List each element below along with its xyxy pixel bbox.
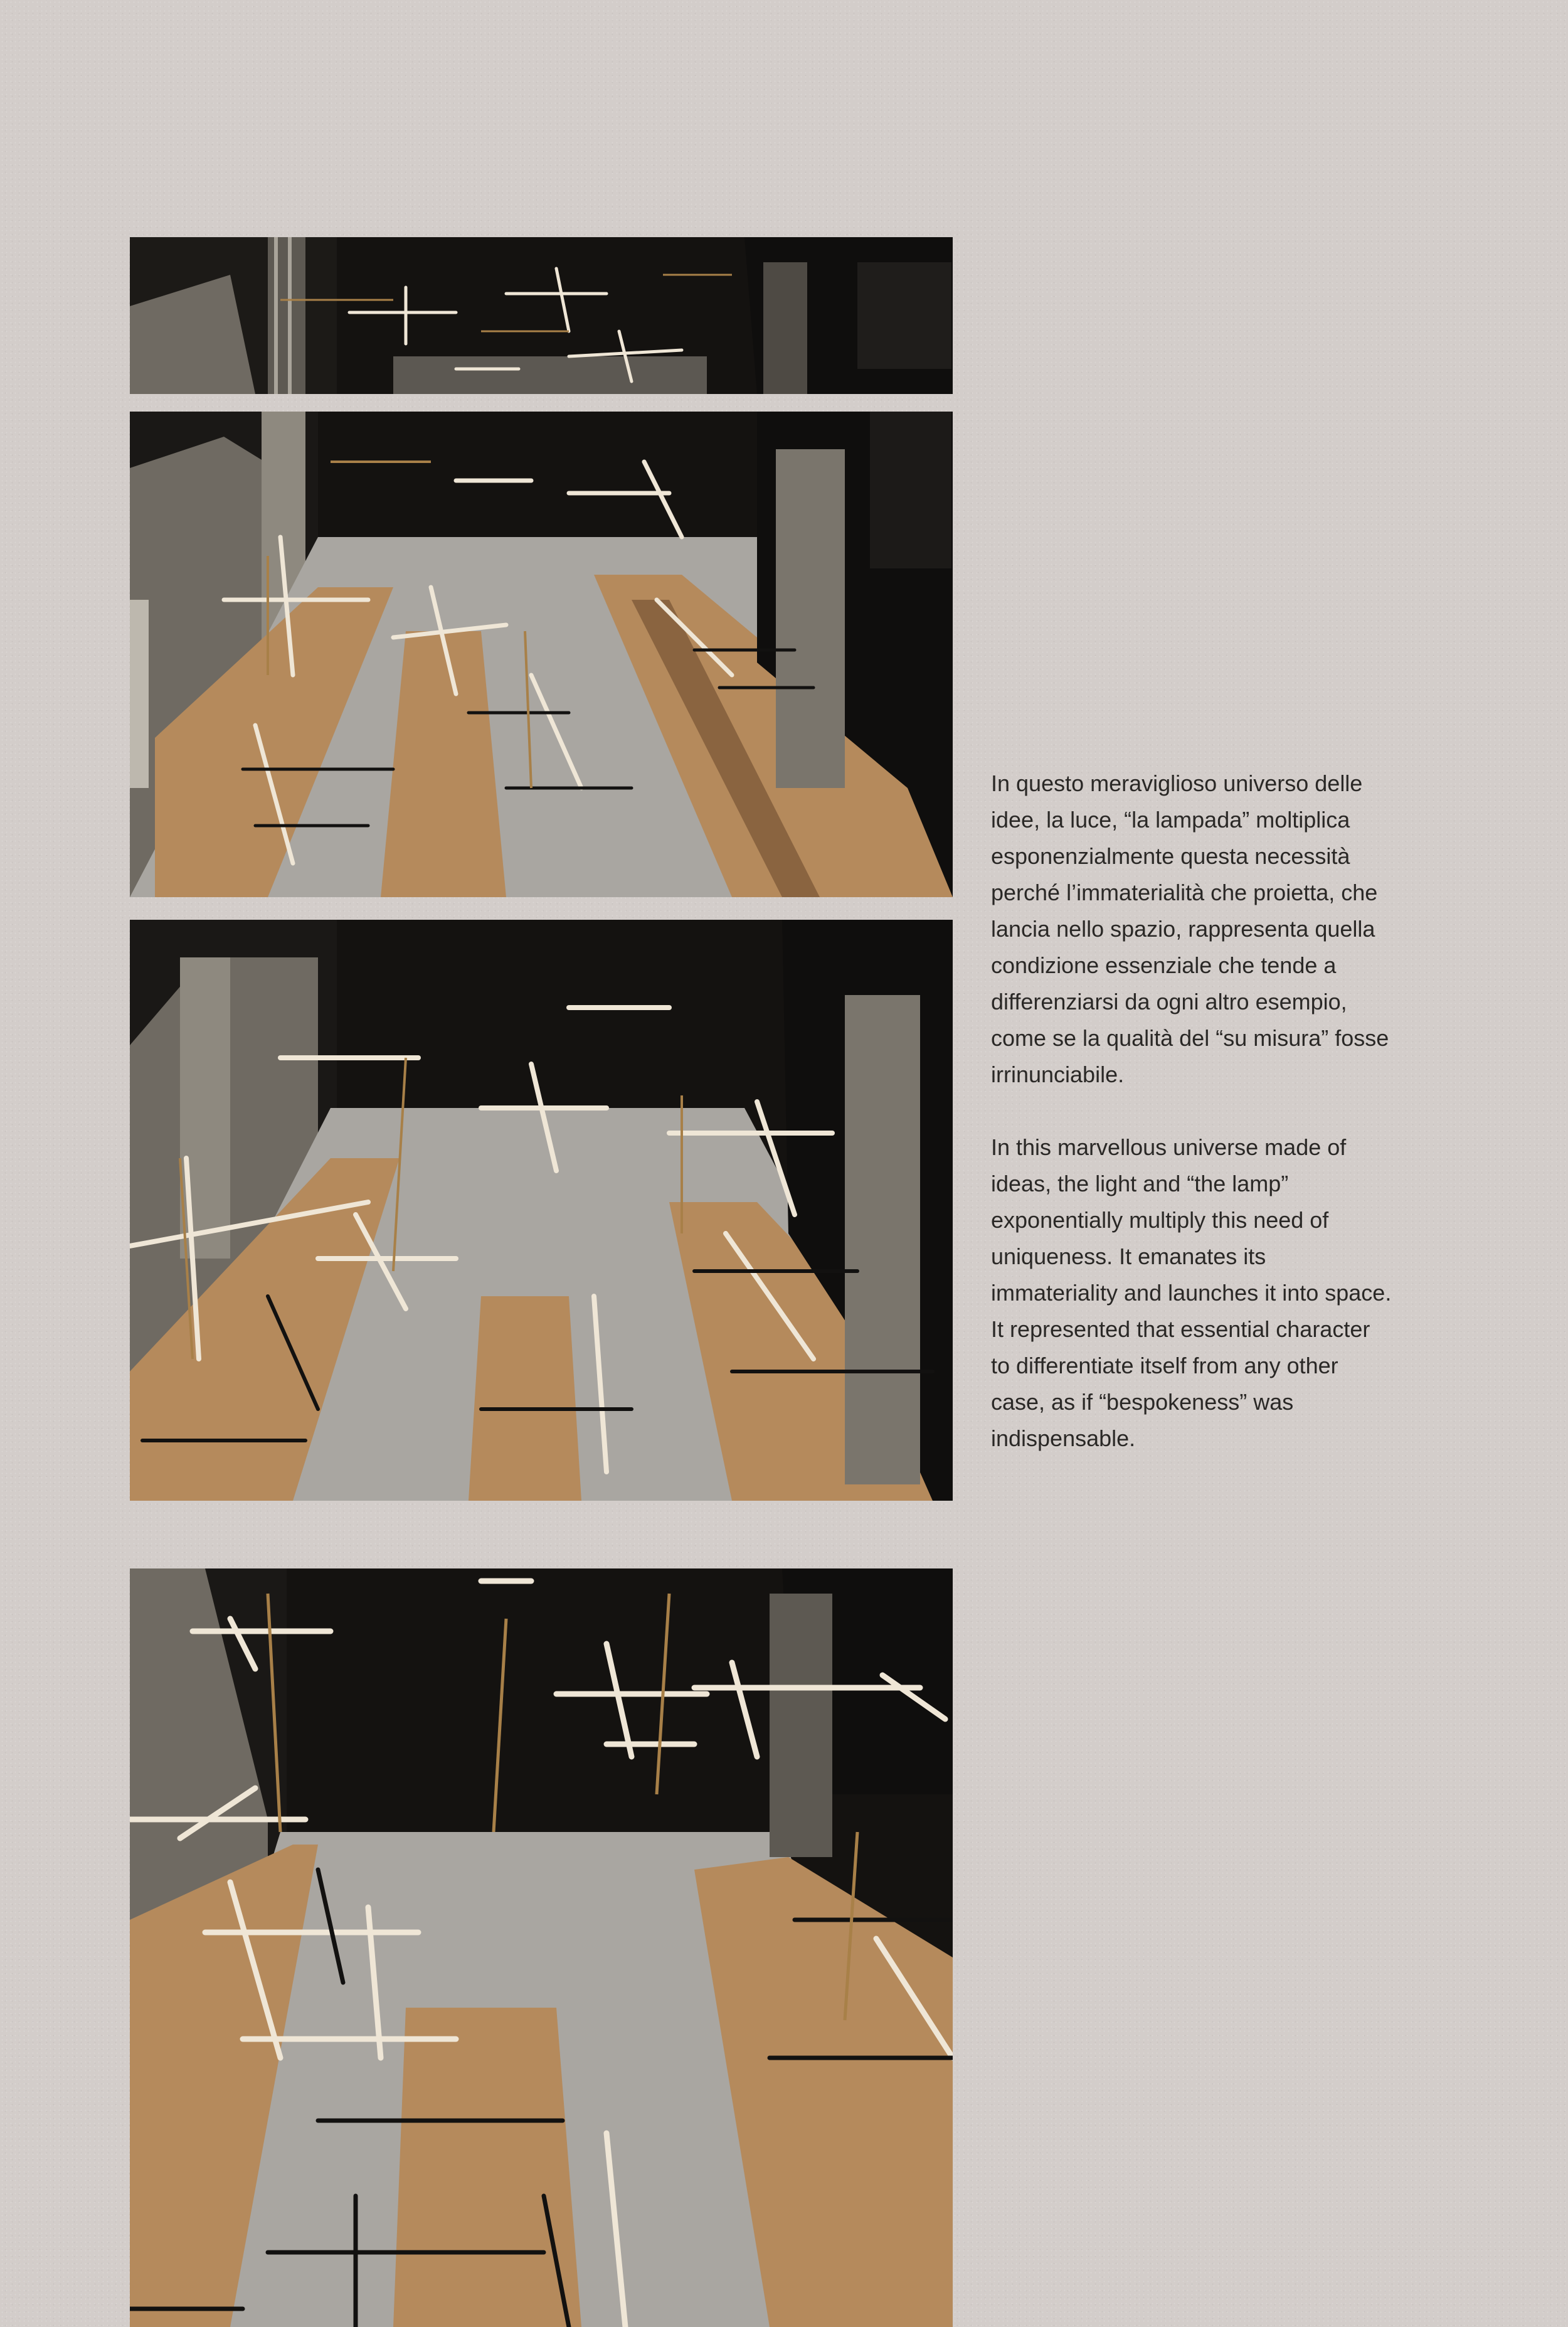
interior-photo-4-image: [130, 1568, 953, 2327]
interior-photo-strip: [130, 237, 953, 394]
italian-paragraph: In questo meraviglioso universo delle idee, la luce, “la lampada” moltiplica esponenzialmente questa necessità perché l’immaterialità che proietta, che lancia nello spazio, rappresenta quella condizione essenziale che tende a differenziarsi da ogni altro esempio, come se la qualità del “su misura” fosse irrinunciabile.: [991, 770, 1389, 1087]
description-text-column: [991, 765, 1392, 1457]
interior-photo: [130, 412, 953, 897]
interior-photo-3-image: [130, 920, 953, 1501]
interior-photo: [130, 920, 953, 1501]
english-paragraph: In this marvellous universe made of ideas, the light and “the lamp” exponentially multiply this need of uniqueness. It emanates its immateriality and launches it into space. It represented that essential character to differentiate itself from any other case, as if “bespokeness” was indispensable.: [991, 1134, 1392, 1451]
interior-photo: [130, 1568, 953, 2327]
interior-photo-1-image: [130, 237, 953, 394]
interior-photo-2-image: [130, 412, 953, 897]
